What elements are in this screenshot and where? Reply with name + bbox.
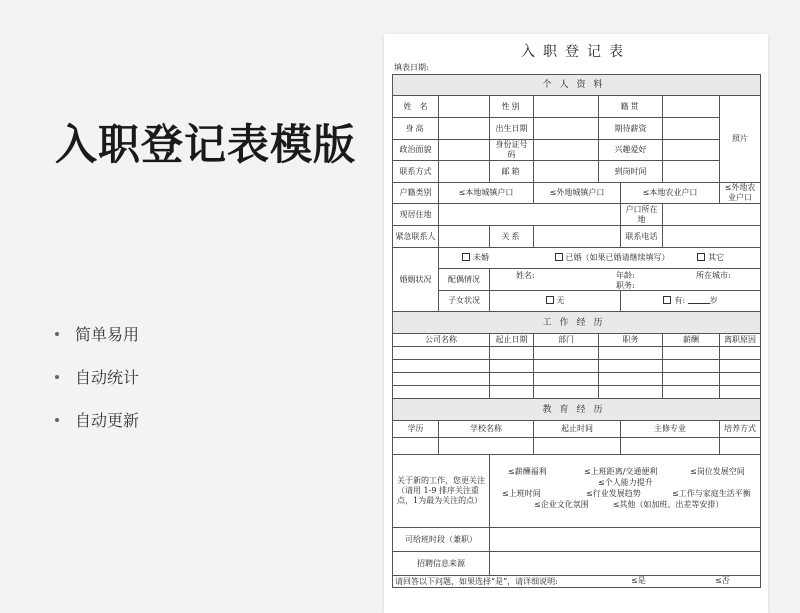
email-label: 邮箱	[490, 161, 534, 183]
focus-label: 关于新的工作，您更关注（请用 1-9 排序关注重点，1为最为关注的点）	[393, 455, 490, 528]
source-label: 招聘信息来源	[393, 552, 490, 576]
politics-label: 政治面貌	[393, 140, 439, 161]
spouse-fields[interactable]	[490, 269, 761, 291]
name-label: 姓 名	[393, 96, 439, 118]
arrive-time-label: 到岗时间	[599, 161, 663, 183]
feature-item	[55, 312, 139, 355]
checkbox-icon[interactable]	[697, 253, 705, 261]
birth-field[interactable]	[534, 118, 599, 140]
marital-option-other[interactable]: 其它	[697, 253, 737, 263]
edu-col-dates: 起止时间	[534, 421, 621, 438]
focus-option[interactable]: ≤行业发展趋势	[586, 489, 641, 498]
relation-label: 关系	[490, 226, 534, 248]
native-label: 籍贯	[599, 96, 663, 118]
marital-option-single[interactable]: 未婚	[462, 253, 552, 263]
checkbox-icon[interactable]	[663, 296, 671, 304]
edu-section-header: 教育经历	[393, 399, 761, 421]
relation-field[interactable]	[534, 226, 621, 248]
height-label: 身高	[393, 118, 439, 140]
focus-option[interactable]: ≤上班时间	[502, 489, 541, 498]
id-number-label: 身份证号码	[490, 140, 534, 161]
work-col-dept: 部门	[534, 334, 599, 347]
address-field[interactable]	[439, 204, 621, 226]
native-field[interactable]	[663, 96, 720, 118]
email-field[interactable]	[534, 161, 599, 183]
focus-options[interactable]	[490, 455, 761, 528]
table-row[interactable]	[393, 438, 761, 455]
work-col-company: 公司名称	[393, 334, 490, 347]
feature-list	[55, 312, 139, 441]
table-row[interactable]	[393, 360, 761, 373]
spouse-name-label: 姓名:	[516, 271, 535, 280]
hukou-place-label: 户口所在地	[621, 204, 663, 226]
focus-option[interactable]: ≤薪酬福利	[508, 467, 547, 476]
address-label: 现居住地	[393, 204, 439, 226]
spouse-label: 配偶情况	[439, 269, 490, 291]
question-no-option[interactable]: ≤否	[715, 576, 730, 585]
photo-box: 照片	[720, 96, 761, 183]
work-section-header: 工作经历	[393, 312, 761, 334]
work-col-title: 职务	[599, 334, 663, 347]
salary-expect-field[interactable]	[663, 118, 720, 140]
height-field[interactable]	[439, 118, 490, 140]
focus-option[interactable]: ≤岗位发展空间	[690, 467, 745, 476]
promo-title: 入职登记表模版	[55, 120, 357, 169]
hobby-label: 兴趣爱好	[599, 140, 663, 161]
hukou-option[interactable]: ≤外地农业户口	[720, 183, 761, 204]
registration-form-preview	[384, 34, 768, 613]
question-yes-option[interactable]: ≤是	[631, 576, 646, 585]
contact-label: 联系方式	[393, 161, 439, 183]
edu-col-major: 主修专业	[621, 421, 720, 438]
name-field[interactable]	[439, 96, 490, 118]
contact-phone-field[interactable]	[663, 226, 761, 248]
politics-field[interactable]	[439, 140, 490, 161]
hobby-field[interactable]	[663, 140, 720, 161]
emergency-contact-label: 紧急联系人	[393, 226, 439, 248]
feature-label: 自动更新	[75, 411, 140, 430]
bullet-dot-icon	[55, 332, 59, 336]
form-table	[392, 74, 761, 588]
checkbox-icon[interactable]	[546, 296, 554, 304]
form-title: 入职登记表	[521, 44, 631, 60]
gender-field[interactable]	[534, 96, 599, 118]
marital-options	[439, 248, 761, 269]
contact-phone-label: 联系电话	[621, 226, 663, 248]
feature-label: 简单易用	[75, 325, 140, 344]
hukou-type-label: 户籍类别	[393, 183, 439, 204]
work-col-salary: 薪酬	[663, 334, 720, 347]
personal-section-header: 个人资料	[393, 75, 761, 96]
children-label: 子女状况	[439, 291, 490, 312]
hukou-place-field[interactable]	[663, 204, 761, 226]
work-col-reason: 离职原因	[720, 334, 761, 347]
edu-col-school: 学校名称	[439, 421, 534, 438]
table-row[interactable]	[393, 347, 761, 360]
edu-col-degree: 学历	[393, 421, 439, 438]
fill-date-label: 填表日期:	[394, 63, 429, 72]
arrive-time-field[interactable]	[663, 161, 720, 183]
feature-item	[55, 355, 139, 398]
table-row[interactable]	[393, 386, 761, 399]
available-time-field[interactable]	[490, 528, 761, 552]
hukou-option[interactable]: ≤本地城镇户口	[439, 183, 534, 204]
children-none-option[interactable]: 无	[490, 291, 621, 312]
marital-option-married[interactable]: 已婚（如果已婚请继续填写）	[555, 253, 695, 263]
source-field[interactable]	[490, 552, 761, 576]
contact-field[interactable]	[439, 161, 490, 183]
spouse-job-label: 职务:	[616, 281, 635, 290]
checkbox-icon[interactable]	[555, 253, 563, 261]
id-number-field[interactable]	[534, 140, 599, 161]
bullet-dot-icon	[55, 418, 59, 422]
salary-expect-label: 期待薪资	[599, 118, 663, 140]
feature-item	[55, 398, 139, 441]
gender-label: 性别	[490, 96, 534, 118]
focus-option[interactable]: ≤企业文化氛围 ≤其他（如加班、出差等安排）	[534, 500, 724, 509]
focus-option[interactable]: ≤上班距离/交通便利	[584, 467, 658, 476]
available-time-label: 可给班时段（兼职）	[393, 528, 490, 552]
hukou-option[interactable]: ≤本地农业户口	[621, 183, 720, 204]
feature-label: 自动统计	[75, 368, 140, 387]
question-text: 请回答以下问题，如果选择“是”，请详细说明:	[395, 576, 558, 586]
work-col-dates: 起止日期	[490, 334, 534, 347]
edu-col-mode: 培养方式	[720, 421, 761, 438]
spouse-age-label: 年龄:	[616, 271, 635, 280]
children-have-option[interactable]: 有: 岁	[621, 291, 761, 312]
bullet-dot-icon	[55, 375, 59, 379]
birth-label: 出生日期	[490, 118, 534, 140]
focus-option[interactable]: ≤个人能力提升	[598, 478, 653, 487]
spouse-city-label: 所在城市:	[696, 271, 731, 280]
age-blank-line	[688, 296, 710, 304]
marital-label: 婚姻状况	[393, 248, 439, 312]
question-row	[393, 576, 761, 588]
checkbox-icon[interactable]	[462, 253, 470, 261]
hukou-option[interactable]: ≤外地城镇户口	[534, 183, 621, 204]
table-row[interactable]	[393, 373, 761, 386]
focus-option[interactable]: ≤工作与家庭生活平衡	[672, 489, 751, 498]
emergency-contact-field[interactable]	[439, 226, 490, 248]
